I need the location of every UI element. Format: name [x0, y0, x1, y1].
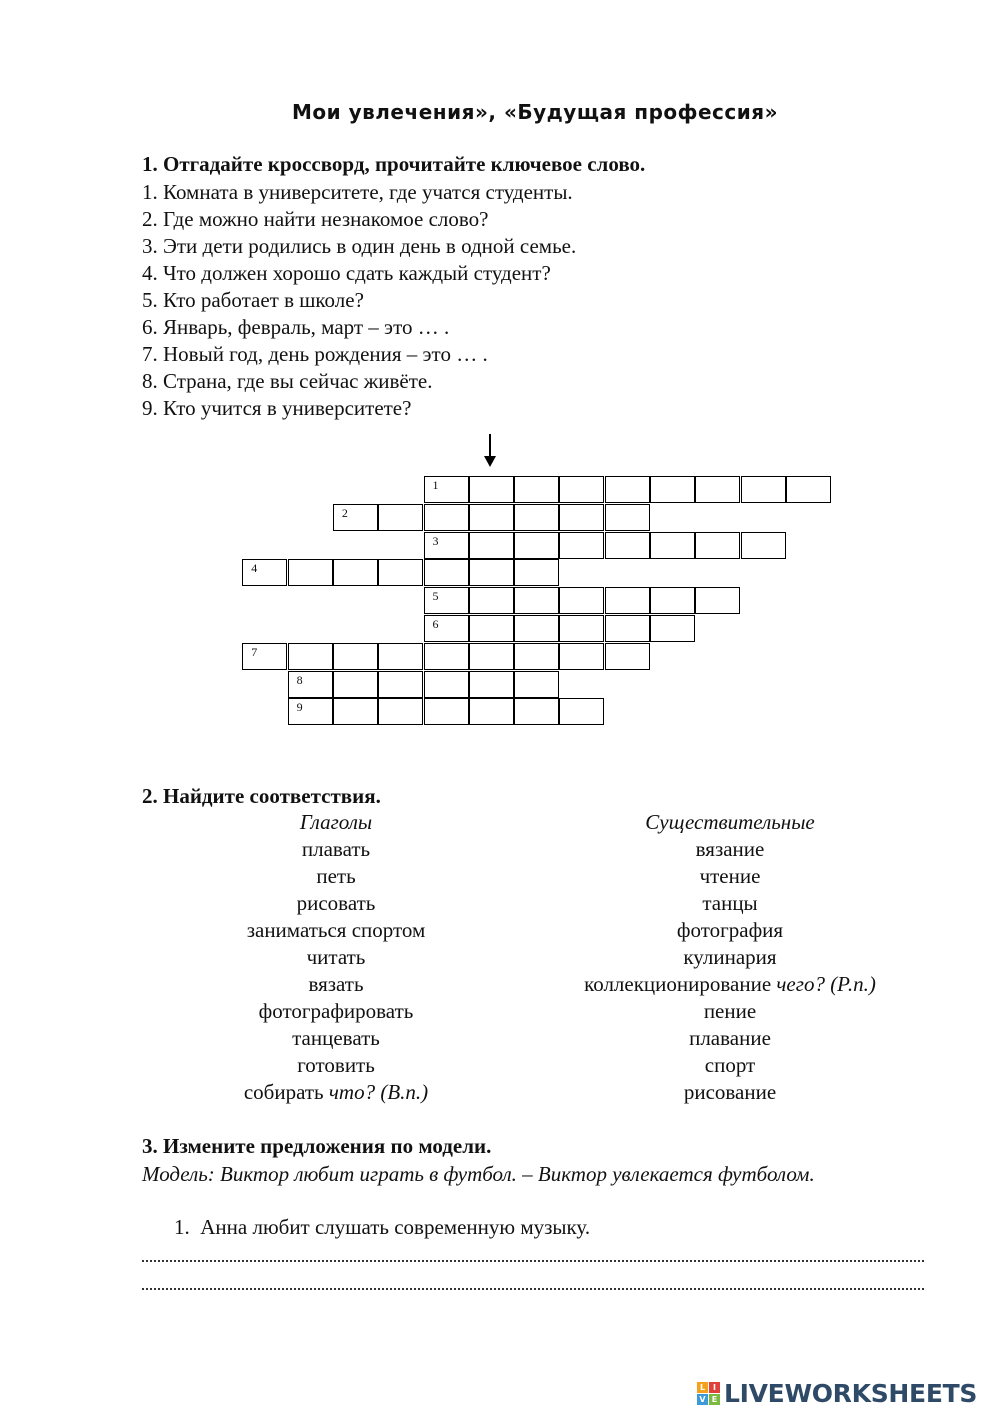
crossword-cell[interactable] — [650, 476, 695, 503]
page-title: Мои увлечения», «Будущая профессия» — [291, 100, 779, 124]
crossword-cell[interactable] — [741, 532, 786, 559]
noun-item: танцы — [702, 891, 758, 915]
verb-item: плавать — [301, 837, 371, 861]
liveworksheets-logo — [697, 1378, 977, 1408]
crossword-cell[interactable] — [469, 698, 514, 725]
nouns-header: Существительные — [645, 810, 815, 834]
logo-mark-tile: E — [709, 1394, 720, 1405]
noun-item: пение — [703, 999, 757, 1023]
clue-number: 9 — [296, 700, 303, 715]
verbs-column — [186, 809, 486, 1106]
crossword-cell[interactable] — [424, 532, 469, 559]
answer-line-2[interactable] — [142, 1280, 924, 1290]
crossword-cell[interactable] — [605, 643, 650, 670]
exercise-item — [174, 1215, 590, 1240]
noun-item: чтение — [699, 864, 761, 888]
logo-mark-tile: L — [697, 1382, 708, 1393]
crossword-cell[interactable] — [695, 587, 740, 614]
item-text: Анна любит слушать современную музыку. — [200, 1215, 591, 1239]
crossword-cell[interactable] — [469, 615, 514, 642]
crossword-cell[interactable] — [559, 504, 604, 531]
clue-5: 5. Кто работает в школе? — [142, 288, 364, 312]
nouns-column — [530, 809, 930, 1106]
clue-number: 4 — [251, 561, 258, 576]
clue-number: 1 — [432, 478, 439, 492]
crossword-cell[interactable] — [333, 643, 378, 670]
crossword-cell[interactable] — [424, 587, 469, 614]
model-sentence: Модель: Виктор любит играть в футбол. – Виктор увлекается футболом. — [142, 1162, 815, 1186]
crossword-cell[interactable] — [650, 615, 695, 642]
clue-1: 1. Комната в университете, где учатся студенты. — [142, 180, 573, 204]
verbs-list — [186, 836, 486, 1106]
crossword-cell[interactable] — [242, 643, 287, 670]
noun-item: спорт — [704, 1053, 756, 1077]
verb-item: танцевать — [292, 1026, 380, 1050]
crossword-cell[interactable] — [242, 559, 287, 586]
clue-3: 3. Эти дети родились в один день в одной семье. — [142, 234, 577, 258]
crossword-cell[interactable] — [741, 476, 786, 503]
crossword-cell[interactable] — [514, 643, 559, 670]
task2-heading: 2. Найдите соответствия. — [142, 784, 381, 808]
crossword-cell[interactable] — [514, 532, 559, 559]
down-arrow-icon — [483, 434, 497, 468]
crossword-cell[interactable] — [514, 476, 559, 503]
crossword-cell[interactable] — [333, 559, 378, 586]
answer-line-1[interactable] — [142, 1252, 924, 1262]
crossword-cell[interactable] — [514, 698, 559, 725]
case-note: что? (В.п.) — [323, 1080, 429, 1104]
crossword-cell[interactable] — [469, 643, 514, 670]
clue-9: 9. Кто учится в университете? — [142, 396, 412, 420]
crossword-cell[interactable] — [514, 504, 559, 531]
logo-mark-icon — [697, 1382, 720, 1405]
crossword-cell[interactable] — [514, 615, 559, 642]
verbs-header: Глаголы — [299, 810, 373, 834]
noun-item: плавание — [689, 1026, 771, 1050]
logo-mark-tile: I — [709, 1382, 720, 1393]
crossword-cell[interactable] — [378, 671, 423, 698]
crossword-cell[interactable] — [605, 532, 650, 559]
case-note: чего? (Р.п.) — [771, 972, 876, 996]
noun-item: кулинария — [683, 945, 777, 969]
crossword-cell[interactable] — [469, 559, 514, 586]
crossword-cell[interactable] — [424, 504, 469, 531]
crossword-cell[interactable] — [695, 532, 740, 559]
crossword-cell[interactable] — [559, 615, 604, 642]
crossword-cell[interactable] — [469, 532, 514, 559]
crossword-cell[interactable] — [605, 615, 650, 642]
crossword-cell[interactable] — [514, 587, 559, 614]
crossword-cell[interactable] — [514, 671, 559, 698]
crossword-cell[interactable] — [424, 698, 469, 725]
crossword-cell[interactable] — [288, 559, 333, 586]
crossword-cell[interactable] — [424, 476, 469, 503]
crossword-cell[interactable] — [650, 587, 695, 614]
clue-number: 5 — [432, 589, 439, 604]
crossword-cell[interactable] — [559, 532, 604, 559]
verb-item: рисовать — [296, 891, 376, 915]
crossword-cell[interactable] — [378, 504, 423, 531]
clue-number: 3 — [432, 533, 439, 548]
verb-item: готовить — [297, 1053, 375, 1077]
crossword-cell[interactable] — [288, 671, 333, 698]
clue-number: 6 — [432, 617, 439, 631]
noun-item: фотография — [676, 918, 784, 942]
nouns-list — [530, 836, 930, 1106]
crossword-cell[interactable] — [378, 698, 423, 725]
noun-item: вязание — [695, 837, 765, 861]
task3-heading: 3. Измените предложения по модели. — [142, 1134, 492, 1158]
crossword-cell[interactable] — [424, 559, 469, 586]
noun-item: рисование — [683, 1080, 777, 1104]
verb-item: заниматься спортом — [246, 918, 426, 942]
clue-8: 8. Страна, где вы сейчас живёте. — [142, 369, 433, 393]
clue-4: 4. Что должен хорошо сдать каждый студент? — [142, 261, 551, 285]
noun-item: коллекционирование чего? (Р.п.) — [584, 972, 876, 996]
crossword-cell[interactable] — [333, 671, 378, 698]
verb-item: петь — [316, 864, 356, 888]
crossword-cell[interactable] — [378, 559, 423, 586]
verb-item: фотографировать — [258, 999, 414, 1023]
crossword-cell[interactable] — [514, 559, 559, 586]
task1-heading: 1. Отгадайте кроссворд, прочитайте ключевое слово. — [142, 152, 646, 176]
crossword-cell[interactable] — [605, 504, 650, 531]
verb-item: читать — [306, 945, 366, 969]
crossword-cell[interactable] — [378, 643, 423, 670]
crossword-cell[interactable] — [469, 476, 514, 503]
crossword-cell[interactable] — [559, 643, 604, 670]
clue-6: 6. Январь, февраль, март – это … . — [142, 315, 450, 339]
crossword-cell[interactable] — [424, 615, 469, 642]
crossword-cell[interactable] — [424, 643, 469, 670]
crossword-cell[interactable] — [288, 698, 333, 725]
crossword-cell[interactable] — [650, 532, 695, 559]
logo-mark-tile: V — [697, 1394, 708, 1405]
clue-number: 7 — [251, 644, 258, 659]
clue-number: 8 — [296, 672, 303, 687]
item-number: 1. — [174, 1215, 190, 1239]
clue-2: 2. Где можно найти незнакомое слово? — [142, 207, 489, 231]
verb-item: собирать что? (В.п.) — [243, 1080, 429, 1104]
clue-7: 7. Новый год, день рождения – это … . — [142, 342, 488, 366]
crossword-cell[interactable] — [559, 587, 604, 614]
crossword-cell[interactable] — [469, 504, 514, 531]
crossword-cell[interactable] — [605, 587, 650, 614]
verb-item: вязать — [308, 972, 364, 996]
crossword-cell[interactable] — [333, 698, 378, 725]
crossword-cell[interactable] — [469, 587, 514, 614]
crossword-cell[interactable] — [559, 698, 604, 725]
crossword-cell[interactable] — [333, 504, 378, 531]
crossword-cell[interactable] — [695, 476, 740, 503]
crossword-cell[interactable] — [288, 643, 333, 670]
crossword-cell[interactable] — [605, 476, 650, 503]
crossword-cell[interactable] — [469, 671, 514, 698]
crossword-cell[interactable] — [559, 476, 604, 503]
clue-number: 2 — [341, 505, 348, 520]
logo-text: LIVEWORKSHEETS — [724, 1378, 978, 1408]
crossword-cell[interactable] — [786, 476, 831, 503]
crossword-cell[interactable] — [424, 671, 469, 698]
